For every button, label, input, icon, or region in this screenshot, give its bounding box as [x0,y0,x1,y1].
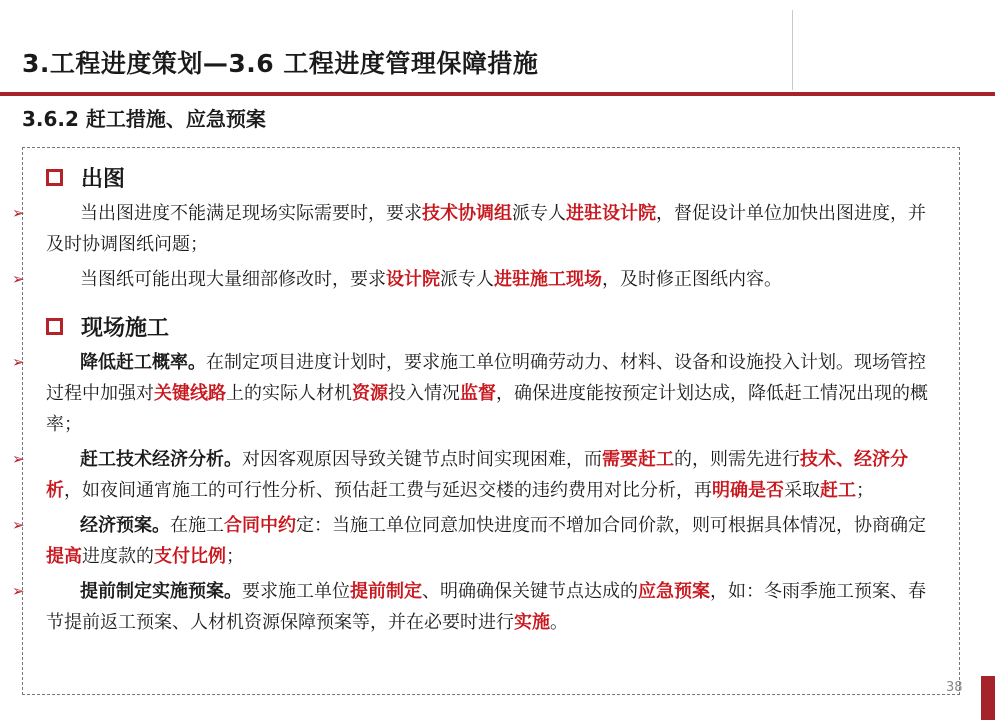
text-run: 在施工 [170,515,224,536]
highlight-run: 设计院 [386,269,440,290]
highlight-run: 资源 [352,383,388,404]
bold-run: 赶工技术经济分析。 [80,449,242,470]
title-rule [0,92,995,96]
text-run: ，如夜间通宵施工的可行性分析、预估赶工费与延迟交楼的违约费用对比分析，再 [64,480,712,501]
highlight-run: 监督 [460,383,496,404]
bold-run: 提前制定实施预案。 [80,581,242,602]
arrow-bullet-icon: ➢ [12,204,25,222]
text-run: 在制定项目进度计划时，要求施工单位明确劳动力、材料、设备和设施投入计划。现场管控过程中加强对 [46,352,926,404]
arrow-bullet-icon: ➢ [12,450,25,468]
text-run: 要求施工单位 [242,581,350,602]
text-run: 采取 [784,480,820,501]
text-run: 当图纸可能出现大量细部修改时，要求 [80,269,386,290]
highlight-run: 进驻施工现场 [494,269,602,290]
slide-subtitle: 3.6.2 赶工措施、应急预案 [22,107,266,131]
highlight-run: 进驻设计院 [566,203,656,224]
section-heading-label: 出图 [81,166,126,192]
text-run: 派专人 [512,203,566,224]
section-heading-site-construction [46,309,941,343]
corner-accent [981,676,995,720]
text-run: 的，则需先进行 [674,449,800,470]
arrow-bullet-icon: ➢ [12,516,25,534]
square-bullet-icon [46,169,63,186]
text-run: 当出图进度不能满足现场实际需要时，要求 [80,203,422,224]
highlight-run: 需要赶工 [602,449,674,470]
arrow-bullet-icon: ➢ [12,270,25,288]
text-run: ，及时修正图纸内容。 [602,269,782,290]
bold-run: 降低赶工概率。 [80,352,206,373]
highlight-run: 提高 [46,546,82,567]
text-run: ，如：冬雨季施工预案、春节提前返工预案、人材机资源保障预案等，并在必要时进行 [46,581,926,633]
page-number: 38 [946,680,963,695]
highlight-run: 实施 [514,612,550,633]
highlight-run: 提前制定 [350,581,422,602]
highlight-run: 技术、经济分析 [46,449,908,501]
text-run: ； [856,480,874,501]
text-run: 投入情况 [388,383,460,404]
highlight-run: 明确是否 [712,480,784,501]
text-run: 对因客观原因导致关键节点时间实现困难，而 [242,449,602,470]
list-item [12,264,941,295]
list-item [12,198,941,260]
highlight-run: 应急预案 [638,581,710,602]
list-item [12,444,941,506]
text-run: 派专人 [440,269,494,290]
highlight-run: 合同中约 [224,515,296,536]
text-run: ； [226,546,244,567]
text-run: ，确保进度能按预定计划达成，降低赶工情况出现的概率； [46,383,928,435]
text-run: 。 [550,612,568,633]
highlight-run: 支付比例 [154,546,226,567]
text-run: 定：当施工单位同意加快进度而不增加合同价款，则可根据具体情况，协商确定 [296,515,926,536]
list-item [12,510,941,572]
highlight-run: 关键线路 [154,383,226,404]
list-item [12,576,941,638]
text-run: ，督促设计单位加快出图进度，并及时协调图纸问题； [46,203,926,255]
section-heading-label: 现场施工 [81,315,170,341]
section-heading-drawings [46,160,941,194]
highlight-run: 技术协调组 [422,203,512,224]
header-divider [792,10,793,90]
highlight-run: 赶工 [820,480,856,501]
text-run: 上的实际人材机 [226,383,352,404]
square-bullet-icon [46,318,63,335]
content-body [12,160,941,638]
text-run: 、明确确保关键节点达成的 [422,581,638,602]
bold-run: 经济预案。 [80,515,170,536]
arrow-bullet-icon: ➢ [12,582,25,600]
slide-title: 3.工程进度策划—3.6 工程进度管理保障措施 [22,49,539,78]
text-run: 进度款的 [82,546,154,567]
arrow-bullet-icon: ➢ [12,353,25,371]
list-item [12,347,941,440]
